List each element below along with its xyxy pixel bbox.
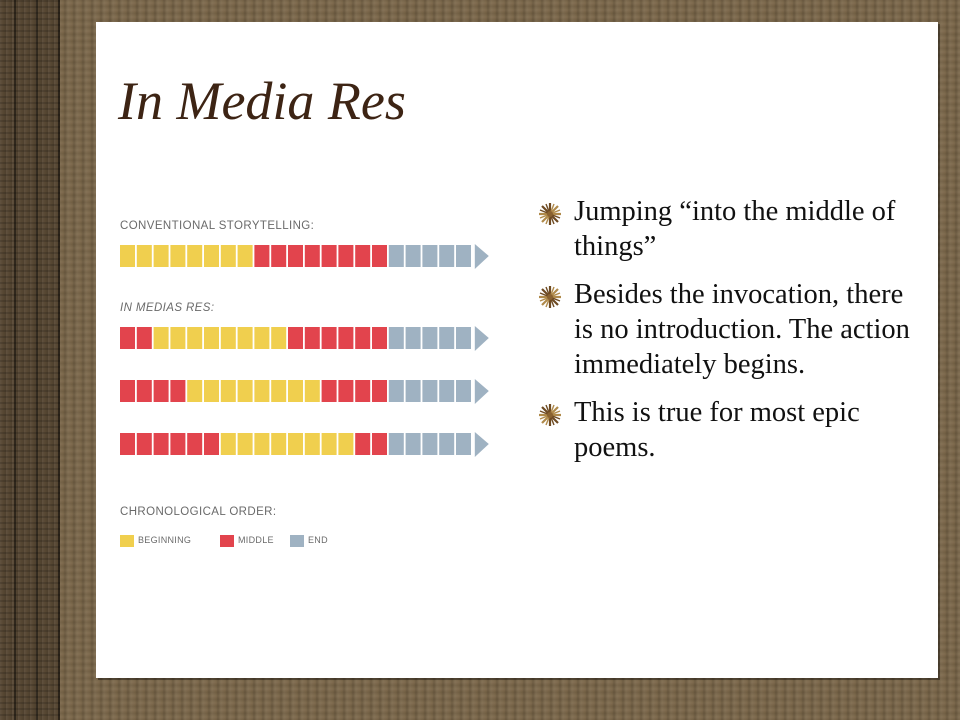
middle-segment xyxy=(187,433,202,455)
middle-segment xyxy=(271,245,286,267)
legend-swatch xyxy=(220,535,234,547)
legend-label: MIDDLE xyxy=(238,535,274,545)
middle-segment xyxy=(372,433,387,455)
end-segment xyxy=(439,433,454,455)
label-conventional-storytelling: CONVENTIONAL STORYTELLING: xyxy=(120,220,315,232)
middle-segment xyxy=(154,380,169,402)
middle-segment xyxy=(322,327,337,349)
middle-segment xyxy=(338,380,353,402)
middle-segment xyxy=(355,327,370,349)
timeline-arrow-head xyxy=(475,244,489,269)
middle-segment xyxy=(137,380,152,402)
timeline-arrow-head xyxy=(475,432,489,457)
beginning-segment xyxy=(204,327,219,349)
middle-segment xyxy=(355,433,370,455)
label-in-medias-res: IN MEDIAS RES: xyxy=(120,302,215,314)
beginning-segment xyxy=(221,380,236,402)
left-wood-strip xyxy=(0,0,60,720)
medias-res-bar-2 xyxy=(120,377,490,407)
end-segment xyxy=(422,245,437,267)
beginning-segment xyxy=(271,327,286,349)
beginning-segment xyxy=(338,433,353,455)
beginning-segment xyxy=(187,380,202,402)
conventional-storytelling-bar xyxy=(120,242,490,272)
end-segment xyxy=(456,245,471,267)
bullet-item xyxy=(536,194,916,264)
beginning-segment xyxy=(271,433,286,455)
middle-segment xyxy=(137,433,152,455)
sunburst-bullet-icon xyxy=(538,285,562,309)
beginning-segment xyxy=(254,433,269,455)
beginning-segment xyxy=(170,327,185,349)
end-segment xyxy=(422,433,437,455)
bullet-list xyxy=(536,194,916,478)
middle-segment xyxy=(322,380,337,402)
middle-segment xyxy=(154,433,169,455)
middle-segment xyxy=(120,327,135,349)
end-segment xyxy=(389,245,404,267)
beginning-segment xyxy=(322,433,337,455)
legend-swatch xyxy=(120,535,134,547)
legend-label: END xyxy=(308,535,328,545)
sunburst-bullet-icon xyxy=(538,202,562,226)
beginning-segment xyxy=(238,380,253,402)
middle-segment xyxy=(204,433,219,455)
beginning-segment xyxy=(238,327,253,349)
legend-label: BEGINNING xyxy=(138,535,192,545)
beginning-segment xyxy=(271,380,286,402)
bullet-item xyxy=(536,395,916,465)
beginning-segment xyxy=(221,327,236,349)
beginning-segment xyxy=(187,245,202,267)
middle-segment xyxy=(120,433,135,455)
middle-segment xyxy=(305,245,320,267)
medias-res-bar-3 xyxy=(120,430,490,460)
end-segment xyxy=(456,327,471,349)
end-segment xyxy=(406,327,421,349)
end-segment xyxy=(406,433,421,455)
slide-title: In Media Res xyxy=(118,71,406,131)
bullet-item xyxy=(536,277,916,382)
middle-segment xyxy=(322,245,337,267)
beginning-segment xyxy=(221,245,236,267)
end-segment xyxy=(406,380,421,402)
middle-segment xyxy=(338,245,353,267)
beginning-segment xyxy=(170,245,185,267)
middle-segment xyxy=(170,433,185,455)
beginning-segment xyxy=(154,327,169,349)
beginning-segment xyxy=(204,380,219,402)
end-segment xyxy=(456,380,471,402)
middle-segment xyxy=(372,327,387,349)
beginning-segment xyxy=(254,327,269,349)
end-segment xyxy=(422,327,437,349)
bullet-text: Jumping “into the middle of things” xyxy=(574,196,896,262)
medias-res-bar-1 xyxy=(120,324,490,354)
middle-segment xyxy=(137,327,152,349)
beginning-segment xyxy=(187,327,202,349)
middle-segment xyxy=(338,327,353,349)
beginning-segment xyxy=(221,433,236,455)
beginning-segment xyxy=(305,433,320,455)
bullet-text: This is true for most epic poems. xyxy=(574,397,860,463)
end-segment xyxy=(439,245,454,267)
end-segment xyxy=(406,245,421,267)
middle-segment xyxy=(120,380,135,402)
beginning-segment xyxy=(154,245,169,267)
end-segment xyxy=(439,380,454,402)
middle-segment xyxy=(355,245,370,267)
end-segment xyxy=(389,380,404,402)
end-segment xyxy=(389,433,404,455)
beginning-segment xyxy=(288,380,303,402)
beginning-segment xyxy=(238,433,253,455)
beginning-segment xyxy=(120,245,135,267)
middle-segment xyxy=(372,245,387,267)
end-segment xyxy=(456,433,471,455)
beginning-segment xyxy=(305,380,320,402)
middle-segment xyxy=(170,380,185,402)
middle-segment xyxy=(372,380,387,402)
beginning-segment xyxy=(288,433,303,455)
beginning-segment xyxy=(204,245,219,267)
legend-swatch xyxy=(290,535,304,547)
middle-segment xyxy=(355,380,370,402)
storytelling-diagram xyxy=(112,216,502,546)
end-segment xyxy=(422,380,437,402)
middle-segment xyxy=(254,245,269,267)
middle-segment xyxy=(288,327,303,349)
timeline-arrow-head xyxy=(475,379,489,404)
slide-panel xyxy=(96,22,938,678)
label-chronological-order: CHRONOLOGICAL ORDER: xyxy=(120,506,277,518)
bullet-text: Besides the invocation, there is no introduction. The action immediately begins. xyxy=(574,279,910,380)
end-segment xyxy=(439,327,454,349)
beginning-segment xyxy=(137,245,152,267)
timeline-arrow-head xyxy=(475,326,489,351)
middle-segment xyxy=(288,245,303,267)
beginning-segment xyxy=(238,245,253,267)
middle-segment xyxy=(305,327,320,349)
beginning-segment xyxy=(254,380,269,402)
sunburst-bullet-icon xyxy=(538,403,562,427)
end-segment xyxy=(389,327,404,349)
